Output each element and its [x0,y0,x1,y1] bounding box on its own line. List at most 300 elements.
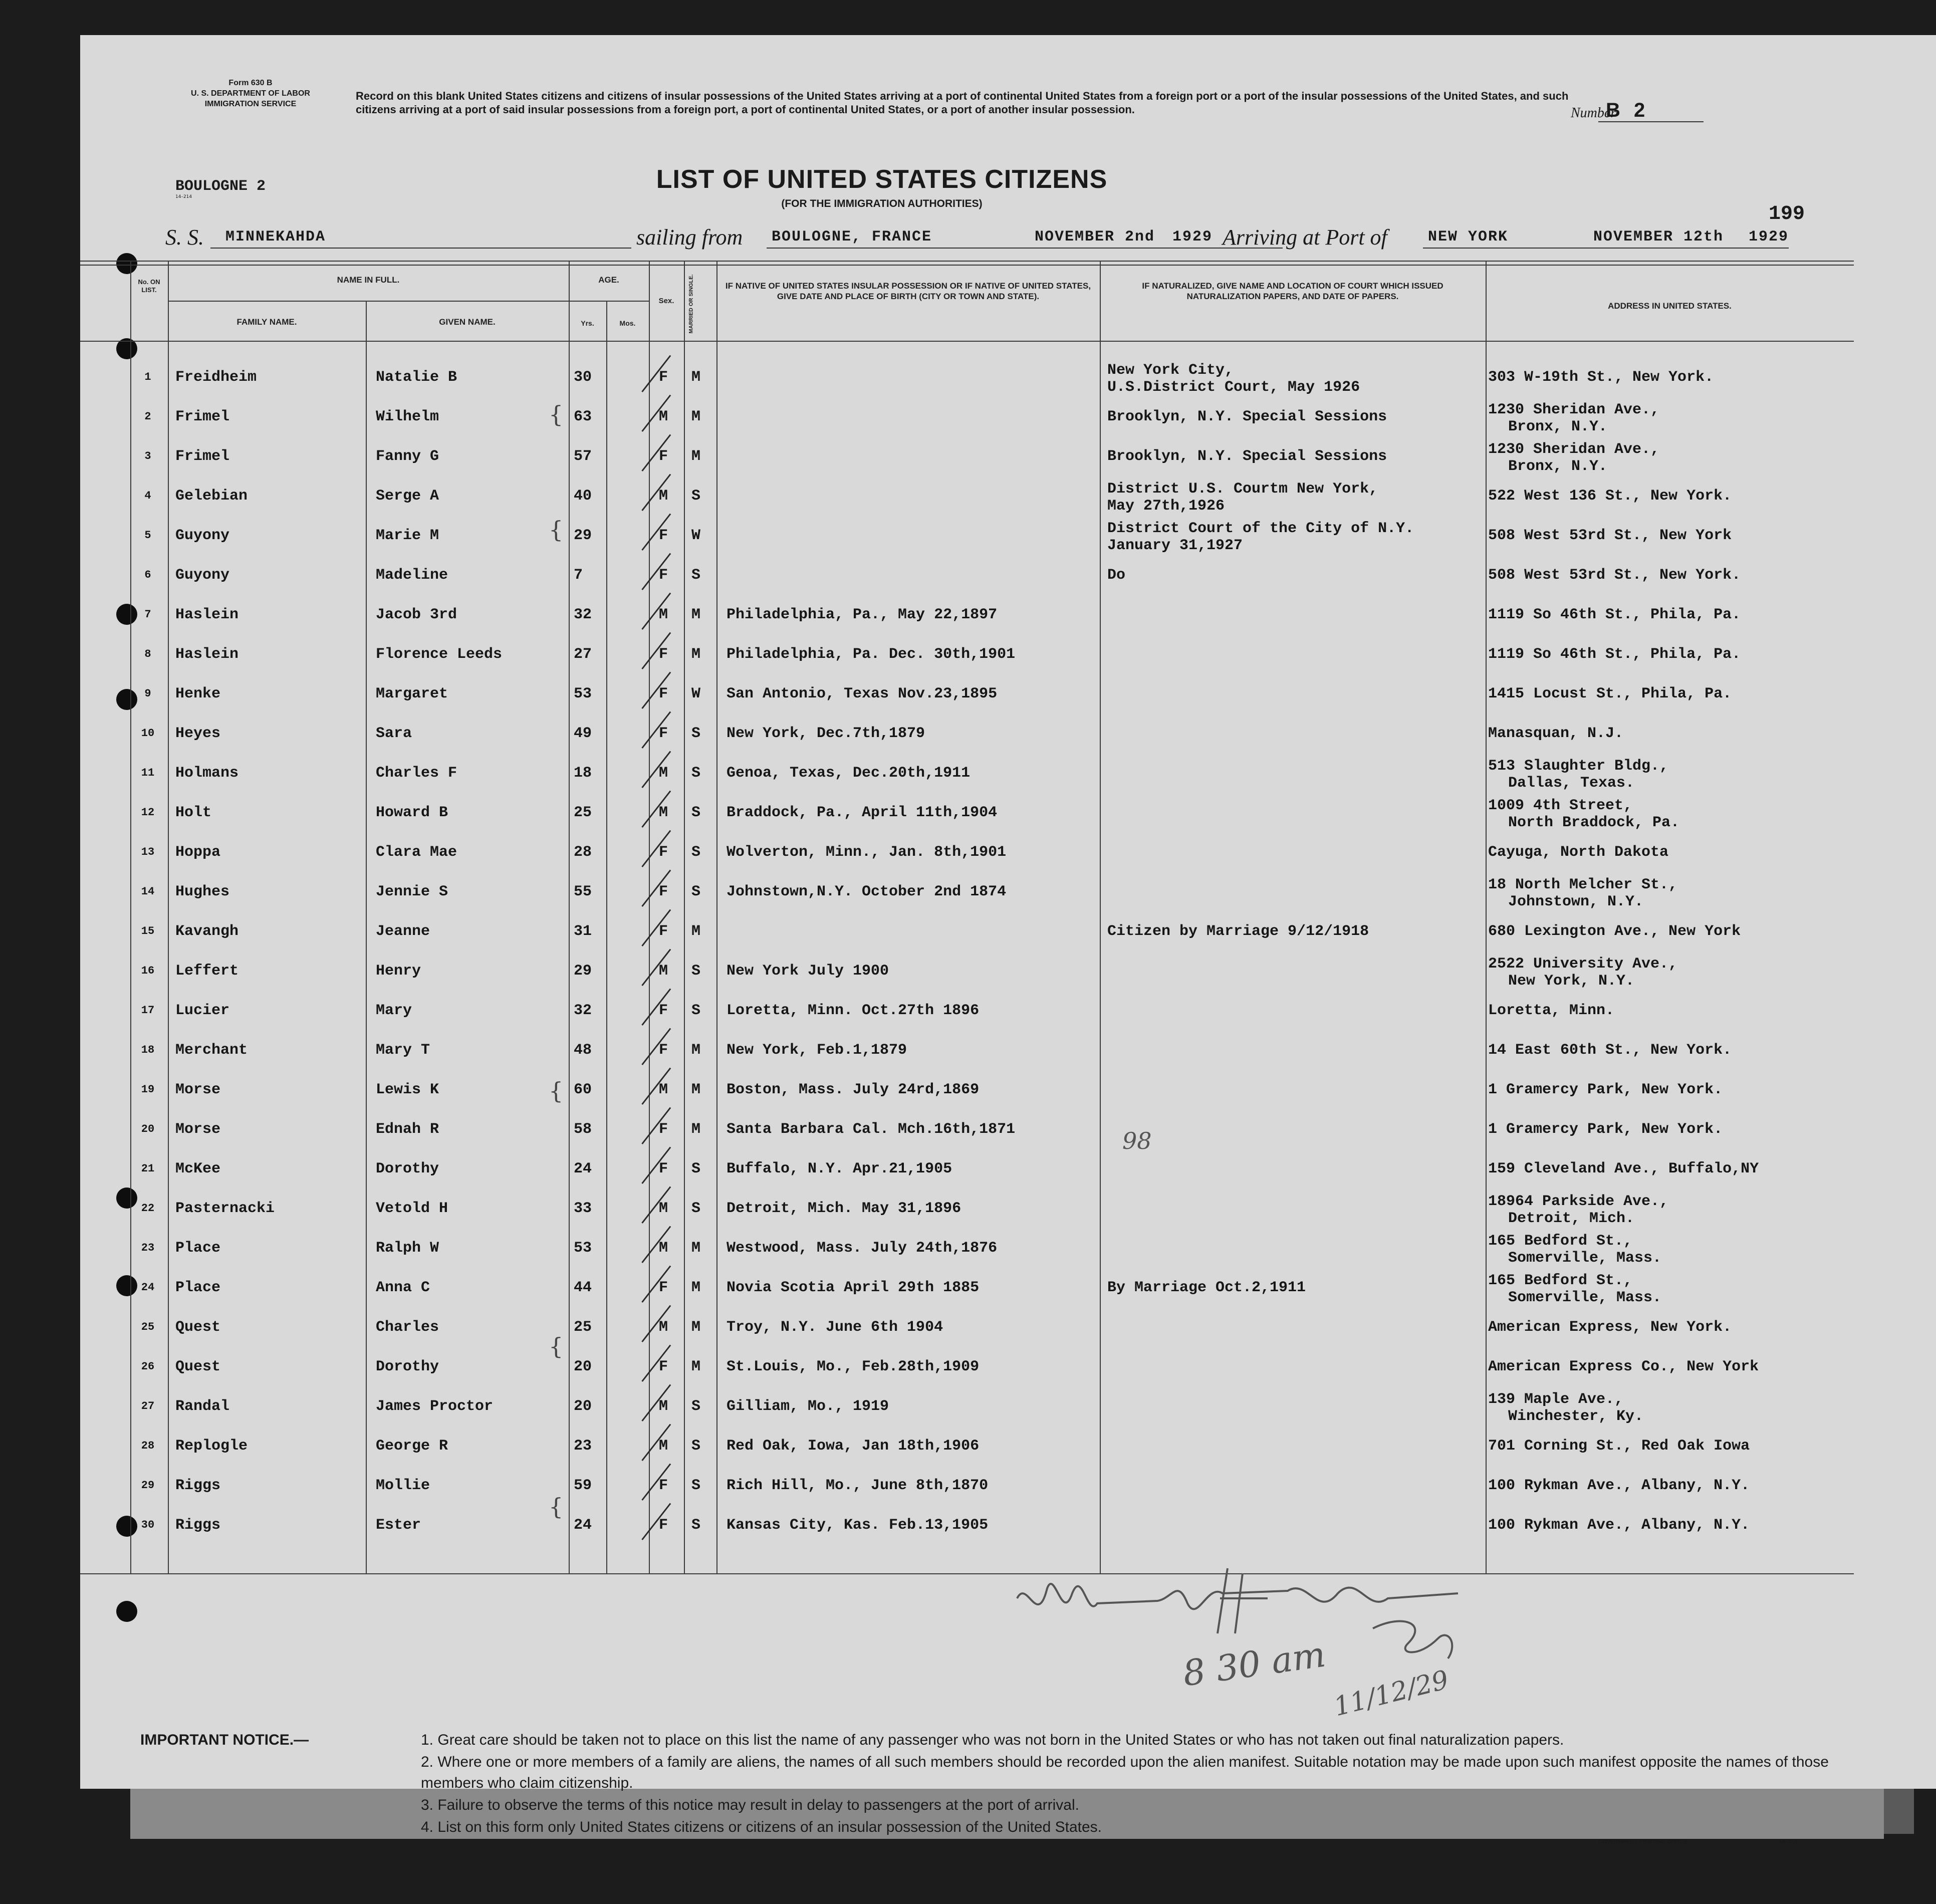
age-years: 63 [574,408,592,425]
table-row [80,1514,1854,1553]
marital-status: S [691,1477,701,1494]
family-name: Guyony [175,567,230,584]
birth-place-date: Detroit, Mich. May 31,1896 [727,1200,961,1217]
row-number: 8 [144,648,151,660]
row-number: 1 [144,371,151,383]
family-name: Place [175,1279,221,1296]
age-years: 27 [574,646,592,663]
table-row [80,1193,1854,1236]
punch-hole [116,253,137,274]
given-name: Clara Mae [376,844,457,861]
marital-status: S [691,1398,701,1415]
from-line [767,248,1283,249]
arrive-date: NOVEMBER 12th [1593,228,1724,246]
family-name: Pasternacki [175,1200,275,1217]
address-line-2: New York, N.Y. [1508,973,1635,990]
row-number: 17 [141,1004,155,1017]
row-number: 25 [141,1321,155,1333]
family-name: Hughes [175,883,230,900]
table-bottom-rule [80,1573,1854,1574]
address-line-2: Bronx, N.Y. [1508,458,1608,475]
sex: F [659,1358,668,1375]
to-port: NEW YORK [1428,228,1509,246]
marital-status: M [691,1042,701,1059]
sex: M [659,1081,668,1098]
signature-date: 11/12/29 [1331,1664,1452,1723]
row-number: 20 [141,1123,155,1135]
table-row [80,481,1854,524]
given-name: Charles [376,1319,439,1336]
address-line-1: 18 North Melcher St., [1488,876,1678,893]
age-years: 20 [574,1398,592,1415]
marital-status: S [691,1160,701,1177]
family-name: Freidheim [175,369,257,386]
ship-line [210,248,631,249]
row-number: 23 [141,1242,155,1254]
table-row [80,758,1854,801]
row-number: 15 [141,925,155,937]
marital-status: S [691,1438,701,1455]
birth-place-date: Rich Hill, Mo., June 8th,1870 [727,1477,989,1494]
row-number: 30 [141,1519,155,1531]
marital-status: M [691,923,701,940]
marital-status: M [691,408,701,425]
age-years: 53 [574,1240,592,1257]
age-years: 55 [574,883,592,900]
table-row [80,603,1854,642]
brace-mark: { [549,401,564,428]
given-name: Natalie B [376,369,457,386]
header-address: ADDRESS IN UNITED STATES. [1608,301,1732,311]
birth-place-date: Kansas City, Kas. Feb.13,1905 [727,1517,989,1534]
birth-place-date: Genoa, Texas, Dec.20th,1911 [727,765,971,782]
table-row [80,1391,1854,1434]
address-line-1: American Express Co., New York [1488,1358,1759,1375]
age-years: 44 [574,1279,592,1296]
header-married: MARRIED OR SINGLE. [688,274,694,334]
address-line-2: Dallas, Texas. [1508,775,1635,792]
sailing-label: sailing from [636,225,743,250]
sex: F [659,527,668,544]
row-number: 27 [141,1400,155,1412]
marital-status: S [691,804,701,821]
ship-name: MINNEKAHDA [225,228,326,246]
row-number: 2 [144,410,151,423]
naturalization-line-1: By Marriage Oct.2,1911 [1107,1279,1306,1296]
form-id-line: U. S. DEPARTMENT OF LABOR [191,89,310,98]
address-line-2: Somerville, Mass. [1508,1289,1662,1306]
birth-place-date: Santa Barbara Cal. Mch.16th,1871 [727,1121,1016,1138]
sex: F [659,567,668,584]
sex: F [659,725,668,742]
age-years: 31 [574,923,592,940]
family-name: Frimel [175,448,230,465]
address-line-1: 100 Rykman Ave., Albany, N.Y. [1488,1517,1750,1534]
address-line-1: Loretta, Minn. [1488,1002,1615,1019]
table-row [80,1039,1854,1078]
row-number: 24 [141,1281,155,1294]
family-name: Holt [175,804,212,821]
birth-place-date: Gilliam, Mo., 1919 [727,1398,889,1415]
address-line-1: 1 Gramercy Park, New York. [1488,1121,1723,1138]
header-no: No. ON LIST. [138,278,160,294]
age-years: 32 [574,606,592,623]
sex: F [659,1477,668,1494]
sex: M [659,765,668,782]
naturalization-line-1: New York City, [1107,362,1234,379]
marital-status: M [691,1319,701,1336]
naturalization-line-2: January 31,1927 [1107,537,1243,554]
family-name: Kavangh [175,923,239,940]
marital-status: M [691,1081,701,1098]
header-birth: IF NATIVE OF UNITED STATES INSULAR POSSESSION OR IF NATIVE OF UNITED STATES, GIVE DATE AND PLACE OF BIRTH (CITY OR TOWN AND STATE). [725,281,1091,301]
table-row [80,999,1854,1038]
header-bottom-rule [80,341,1854,342]
naturalization-line-2: May 27th,1926 [1107,498,1225,515]
address-line-1: 680 Lexington Ave., New York [1488,923,1741,940]
row-number: 22 [141,1202,155,1215]
address-line-1: 1230 Sheridan Ave., [1488,401,1660,418]
family-name: Quest [175,1319,221,1336]
address-line-1: 508 West 53rd St., New York [1488,527,1732,544]
family-name: Morse [175,1121,221,1138]
row-number: 3 [144,450,151,462]
age-years: 40 [574,488,592,505]
arrive-year: 1929 [1749,228,1789,246]
naturalization-line-1: Citizen by Marriage 9/12/1918 [1107,923,1369,940]
birth-place-date: New York July 1900 [727,963,889,980]
given-name: Howard B [376,804,448,821]
address-line-2: North Braddock, Pa. [1508,814,1680,831]
address-line-1: American Express, New York. [1488,1319,1732,1336]
address-line-1: 508 West 53rd St., New York. [1488,567,1741,584]
office-sub: 14–214 [175,194,192,199]
given-name: Florence Leeds [376,646,503,663]
given-name: Ralph W [376,1240,439,1257]
marital-status: S [691,844,701,861]
marital-status: M [691,1358,701,1375]
family-name: Hoppa [175,844,221,861]
given-name: Vetold H [376,1200,448,1217]
table-row [80,441,1854,484]
birth-place-date: Buffalo, N.Y. Apr.21,1905 [727,1160,952,1177]
age-years: 53 [574,685,592,702]
sex: F [659,844,668,861]
row-number: 21 [141,1162,155,1175]
table-row [80,841,1854,880]
family-name: Merchant [175,1042,248,1059]
family-name: Holmans [175,765,239,782]
family-name: Randal [175,1398,230,1415]
row-number: 10 [141,727,155,740]
given-name: Madeline [376,567,448,584]
sex: F [659,369,668,386]
row-number: 18 [141,1044,155,1056]
record-note: Record on this blank United States citizens and citizens of insular possessions of the United States arriving at a port of continental United States from a foreign port or a port of the insular possessions of the United States, and such citizens arriving at a port of said insular possessions from a foreign port, a port of continental United States, or a port of another insular possession. [356,90,1569,116]
age-years: 29 [574,527,592,544]
age-years: 33 [574,1200,592,1217]
given-name: Jeanne [376,923,430,940]
address-line-1: 1009 4th Street, [1488,797,1633,814]
row-number: 26 [141,1360,155,1373]
table-row [80,401,1854,444]
address-line-1: Cayuga, North Dakota [1488,844,1669,861]
naturalization-line-1: Do [1107,567,1126,584]
age-years: 60 [574,1081,592,1098]
birth-place-date: Troy, N.Y. June 6th 1904 [727,1319,943,1336]
sex: M [659,1200,668,1217]
sex: F [659,1160,668,1177]
brace-mark: { [549,1333,564,1360]
marital-status: M [691,646,701,663]
notice-label: IMPORTANT NOTICE.— [140,1732,309,1748]
given-name: Sara [376,725,412,742]
table-row [80,1474,1854,1513]
naturalization-line-2: U.S.District Court, May 1926 [1107,379,1360,396]
row-number: 6 [144,569,151,581]
age-years: 28 [574,844,592,861]
birth-place-date: Philadelphia, Pa. Dec. 30th,1901 [727,646,1016,663]
sex: M [659,408,668,425]
table-row [80,1355,1854,1394]
form-id [165,78,336,109]
sex: F [659,646,668,663]
marital-status: S [691,1002,701,1019]
naturalization-line-1: Brooklyn, N.Y. Special Sessions [1107,448,1387,465]
age-years: 24 [574,1160,592,1177]
sex: F [659,1121,668,1138]
sex: F [659,1042,668,1059]
address-line-1: 303 W-19th St., New York. [1488,369,1714,386]
header-family-name: FAMILY NAME. [236,317,297,327]
birth-place-date: Johnstown,N.Y. October 2nd 1874 [727,883,1007,900]
marital-status: S [691,765,701,782]
marital-status: M [691,1240,701,1257]
birth-place-date: New York, Feb.1,1879 [727,1042,907,1059]
marital-status: M [691,1121,701,1138]
table-row [80,1157,1854,1197]
row-number: 16 [141,965,155,977]
form-id-line: Form 630 B [228,79,273,87]
age-years: 29 [574,963,592,980]
page-subtitle: (FOR THE IMMIGRATION AUTHORITIES) [781,198,983,209]
birth-place-date: Wolverton, Minn., Jan. 8th,1901 [727,844,1007,861]
given-name: Dorothy [376,1160,439,1177]
table-row [80,722,1854,761]
address-line-1: 2522 University Ave., [1488,956,1678,973]
header-yrs: Yrs. [581,319,594,327]
to-line [1423,248,1789,249]
birth-place-date: Westwood, Mass. July 24th,1876 [727,1240,998,1257]
naturalization-line-1: District U.S. Courtm New York, [1107,481,1378,498]
signature-time: 8 30 am [1180,1633,1328,1695]
birth-place-date: Philadelphia, Pa., May 22,1897 [727,606,998,623]
address-line-2: Johnstown, N.Y. [1508,893,1644,910]
given-name: Ednah R [376,1121,439,1138]
marital-status: M [691,448,701,465]
age-years: 24 [574,1517,592,1534]
address-line-1: 1119 So 46th St., Phila, Pa. [1488,606,1741,623]
table-row [80,1272,1854,1315]
notice-item: 2. Where one or more members of a family are aliens, the names of all such members should be recorded upon the alien manifest. Suitable notation may be made upon such manifest opposite the names of those members who claim citizenship. [421,1754,1829,1791]
sex: M [659,488,668,505]
form-id-line: IMMIGRATION SERVICE [204,100,297,108]
family-name: Riggs [175,1477,221,1494]
marital-status: S [691,963,701,980]
address-line-1: Manasquan, N.J. [1488,725,1624,742]
given-name: Anna C [376,1279,430,1296]
address-line-1: 165 Bedford St., [1488,1233,1633,1250]
marital-status: W [691,685,701,702]
given-name: Henry [376,963,421,980]
birth-place-date: New York, Dec.7th,1879 [727,725,925,742]
row-number: 9 [144,687,151,700]
given-name: Fanny G [376,448,439,465]
age-years: 49 [574,725,592,742]
table-row [80,920,1854,959]
table-row [80,956,1854,999]
table-row [80,1233,1854,1276]
age-years: 59 [574,1477,592,1494]
address-line-1: 1415 Locust St., Phila, Pa. [1488,685,1732,702]
row-number: 14 [141,885,155,898]
number-label: Number [1571,105,1616,121]
family-name: Lucier [175,1002,230,1019]
sex: F [659,923,668,940]
table-row [80,682,1854,722]
family-name: McKee [175,1160,221,1177]
row-number: 13 [141,846,155,858]
table-top-rule-2 [80,265,1854,266]
family-name: Replogle [175,1438,248,1455]
marital-status: M [691,369,701,386]
sex: F [659,883,668,900]
row-number: 5 [144,529,151,542]
ss-label: S. S. [165,225,204,250]
address-line-1: 1 Gramercy Park, New York. [1488,1081,1723,1098]
table-row [80,1435,1854,1474]
address-line-2: Detroit, Mich. [1508,1210,1635,1227]
age-years: 32 [574,1002,592,1019]
age-years: 7 [574,567,583,584]
address-line-1: 1230 Sheridan Ave., [1488,441,1660,458]
birth-place-date: San Antonio, Texas Nov.23,1895 [727,685,998,702]
printer-mark: GOVERNMENT PRINTING OFFICE [1598,1839,1687,1845]
from-port: BOULOGNE, FRANCE [772,228,932,246]
given-name: Serge A [376,488,439,505]
given-name: Margaret [376,685,448,702]
given-name: Mary [376,1002,412,1019]
age-years: 58 [574,1121,592,1138]
punch-hole [116,1601,137,1622]
sex: M [659,1319,668,1336]
marital-status: S [691,488,701,505]
table-row [80,876,1854,919]
number-line [1598,121,1704,122]
sex: M [659,1438,668,1455]
birth-place-date: Boston, Mass. July 24rd,1869 [727,1081,980,1098]
family-name: Henke [175,685,221,702]
naturalization-line-1: District Court of the City of N.Y. [1107,520,1414,537]
birth-place-date: Novia Scotia April 29th 1885 [727,1279,980,1296]
age-years: 18 [574,765,592,782]
address-line-2: Bronx, N.Y. [1508,418,1608,435]
address-line-1: 100 Rykman Ave., Albany, N.Y. [1488,1477,1750,1494]
marital-status: S [691,883,701,900]
family-name: Guyony [175,527,230,544]
given-name: James Proctor [376,1398,494,1415]
number-value: B 2 [1606,99,1649,121]
header-mos: Mos. [619,319,636,327]
family-name: Quest [175,1358,221,1375]
marital-status: S [691,725,701,742]
birth-place-date: St.Louis, Mo., Feb.28th,1909 [727,1358,980,1375]
row-number: 28 [141,1440,155,1452]
marital-status: W [691,527,701,544]
family-name: Haslein [175,646,239,663]
address-line-1: 1119 So 46th St., Phila, Pa. [1488,646,1741,663]
table-row [80,564,1854,603]
margin-note: 98 [1122,1127,1152,1154]
table-row [80,1078,1854,1117]
notice-item: 3. Failure to observe the terms of this notice may result in delay to passengers at the port of arrival. [421,1797,1079,1813]
address-line-1: 701 Corning St., Red Oak Iowa [1488,1438,1750,1455]
given-name: Mary T [376,1042,430,1059]
sex: M [659,963,668,980]
voyage-line [165,221,1819,257]
sex: M [659,1398,668,1415]
sex: F [659,1279,668,1296]
family-name: Gelebian [175,488,248,505]
age-years: 48 [574,1042,592,1059]
birth-place-date: Red Oak, Iowa, Jan 18th,1906 [727,1438,980,1455]
brace-mark: { [549,1493,564,1520]
sex: M [659,804,668,821]
address-line-1: 165 Bedford St., [1488,1272,1633,1289]
depart-date: NOVEMBER 2nd [1035,228,1155,246]
arriving-label: Arriving at Port of [1223,225,1387,250]
given-name: Marie M [376,527,439,544]
family-name: Morse [175,1081,221,1098]
age-years: 25 [574,804,592,821]
age-years: 25 [574,1319,592,1336]
header-given-name: GIVEN NAME. [439,317,496,327]
birth-place-date: Braddock, Pa., April 11th,1904 [727,804,998,821]
family-name: Riggs [175,1517,221,1534]
age-years: 30 [574,369,592,386]
age-years: 20 [574,1358,592,1375]
office-code: BOULOGNE 2 [175,178,266,195]
address-line-1: 522 West 136 St., New York. [1488,488,1732,505]
row-number: 19 [141,1083,155,1096]
table-row [80,362,1854,405]
given-name: Lewis K [376,1081,439,1098]
age-years: 57 [574,448,592,465]
given-name: Jacob 3rd [376,606,457,623]
address-line-1: 513 Slaughter Bldg., [1488,758,1669,775]
row-number: 29 [141,1479,155,1492]
table-top-rule [80,261,1854,262]
family-name: Heyes [175,725,221,742]
address-line-1: 14 East 60th St., New York. [1488,1042,1732,1059]
given-name: Ester [376,1517,421,1534]
age-header-rule [569,301,649,302]
row-number: 11 [141,767,155,779]
birth-place-date: Loretta, Minn. Oct.27th 1896 [727,1002,980,1019]
table-row [80,1118,1854,1157]
family-name: Place [175,1240,221,1257]
address-line-2: Winchester, Ky. [1508,1408,1644,1425]
